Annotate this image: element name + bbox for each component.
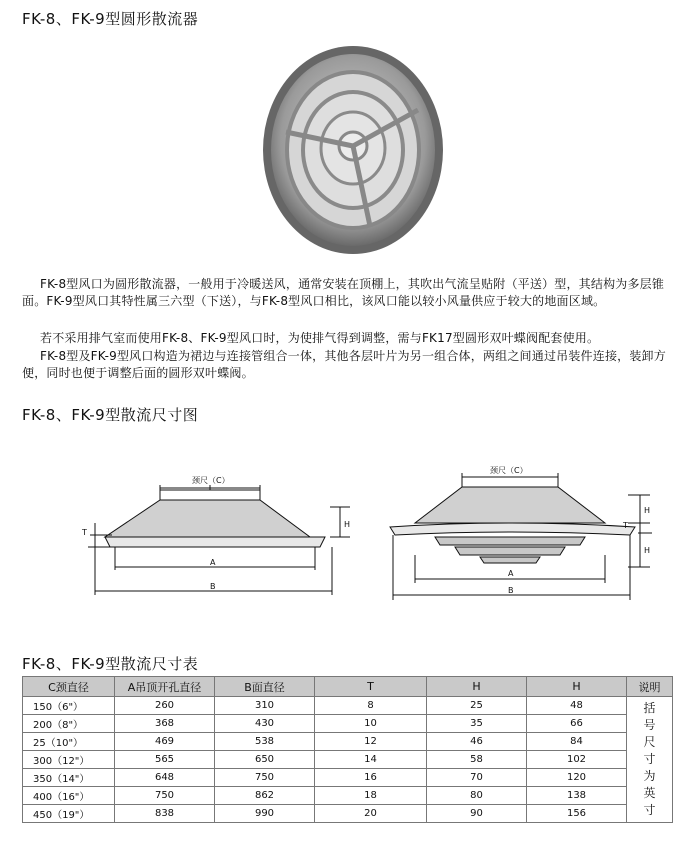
table-title: FK-8、FK-9型散流尺寸表 — [22, 655, 199, 673]
diffuser-photo — [258, 40, 448, 260]
col-header-note: 说明 — [627, 677, 673, 697]
cell: 66 — [527, 715, 627, 733]
h-label-right-2: H — [644, 546, 651, 555]
cell: 400（16"） — [23, 787, 115, 805]
cell: 310 — [215, 697, 315, 715]
cell: 838 — [115, 805, 215, 823]
cell: 750 — [115, 787, 215, 805]
col-header-t: T — [315, 677, 427, 697]
cell: 200（8"） — [23, 715, 115, 733]
cell: 20 — [315, 805, 427, 823]
cell: 260 — [115, 697, 215, 715]
t-label-right: T — [623, 521, 628, 530]
cell: 102 — [527, 751, 627, 769]
cell: 90 — [427, 805, 527, 823]
t-label-left: T — [82, 528, 87, 537]
neck-label-left: 颈尺（C） — [192, 476, 230, 485]
a-label-left: A — [210, 558, 216, 567]
cell: 46 — [427, 733, 527, 751]
cell: 25 — [427, 697, 527, 715]
cell: 450（19"） — [23, 805, 115, 823]
cell: 25（10"） — [23, 733, 115, 751]
cell: 14 — [315, 751, 427, 769]
diagram-title: FK-8、FK-9型散流尺寸图 — [22, 406, 199, 424]
cell: 469 — [115, 733, 215, 751]
cell: 862 — [215, 787, 315, 805]
cell: 368 — [115, 715, 215, 733]
table-row — [23, 715, 673, 733]
cell: 648 — [115, 769, 215, 787]
col-header-h2: H — [527, 677, 627, 697]
cell: 48 — [527, 697, 627, 715]
cell: 70 — [427, 769, 527, 787]
cell: 300（12"） — [23, 751, 115, 769]
cell: 350（14"） — [23, 769, 115, 787]
cell: 12 — [315, 733, 427, 751]
cell: 150（6"） — [23, 697, 115, 715]
exhaust-paragraph: 若不采用排气室而使用FK-8、FK-9型风口时，为使排气得到调整，需与FK17型圆形双叶蝶阀配套使用。 — [40, 331, 600, 345]
cell: 16 — [315, 769, 427, 787]
cell: 138 — [527, 787, 627, 805]
cell: 58 — [427, 751, 527, 769]
neck-label-right: 颈尺（C） — [490, 466, 528, 475]
cell: 35 — [427, 715, 527, 733]
construction-paragraph: FK-8型及FK-9型风口构造为裙边与连接管组合一体，其他各层叶片为另一组合体，两组之间通过吊装件连接，装卸方便，同时也便于调整后面的圆形双叶蝶阀。 — [22, 349, 666, 380]
spec-table — [22, 676, 673, 823]
h-label-right-1: H — [644, 506, 651, 515]
cell: 430 — [215, 715, 315, 733]
cell: 156 — [527, 805, 627, 823]
table-row — [23, 769, 673, 787]
table-row — [23, 733, 673, 751]
cell: 565 — [115, 751, 215, 769]
intro-paragraph: FK-8型风口为圆形散流器，一般用于冷暖送风，通常安装在顶棚上，其吹出气流呈贴附（平送）型，其结构为多层锥面。FK-9型风口其特性属三六型（下送），与FK-8型风口相比，该风口能以较小风量供应于较大的地面区域。 — [22, 277, 665, 308]
cell: 84 — [527, 733, 627, 751]
cell: 650 — [215, 751, 315, 769]
col-header-b: B面直径 — [215, 677, 315, 697]
h-label-left: H — [344, 520, 351, 529]
cell: 120 — [527, 769, 627, 787]
col-header-h1: H — [427, 677, 527, 697]
table-row — [23, 751, 673, 769]
b-label-right: B — [508, 586, 514, 595]
cell: 8 — [315, 697, 427, 715]
col-header-c: C颈直径 — [23, 677, 115, 697]
col-header-a: A吊顶开孔直径 — [115, 677, 215, 697]
table-header-row — [23, 677, 673, 697]
table-row — [23, 787, 673, 805]
table-row — [23, 697, 673, 715]
table-row — [23, 805, 673, 823]
cell: 18 — [315, 787, 427, 805]
fk8-drawing — [88, 485, 350, 595]
b-label-left: B — [210, 582, 216, 591]
dimension-diagram — [60, 455, 660, 605]
cell: 10 — [315, 715, 427, 733]
cell: 538 — [215, 733, 315, 751]
fk9-drawing — [390, 473, 652, 600]
cell: 80 — [427, 787, 527, 805]
cell: 990 — [215, 805, 315, 823]
note-cell: 括号尺寸为英寸 — [627, 697, 673, 823]
a-label-right: A — [508, 569, 514, 578]
cell: 750 — [215, 769, 315, 787]
page-title: FK-8、FK-9型圆形散流器 — [22, 10, 199, 28]
